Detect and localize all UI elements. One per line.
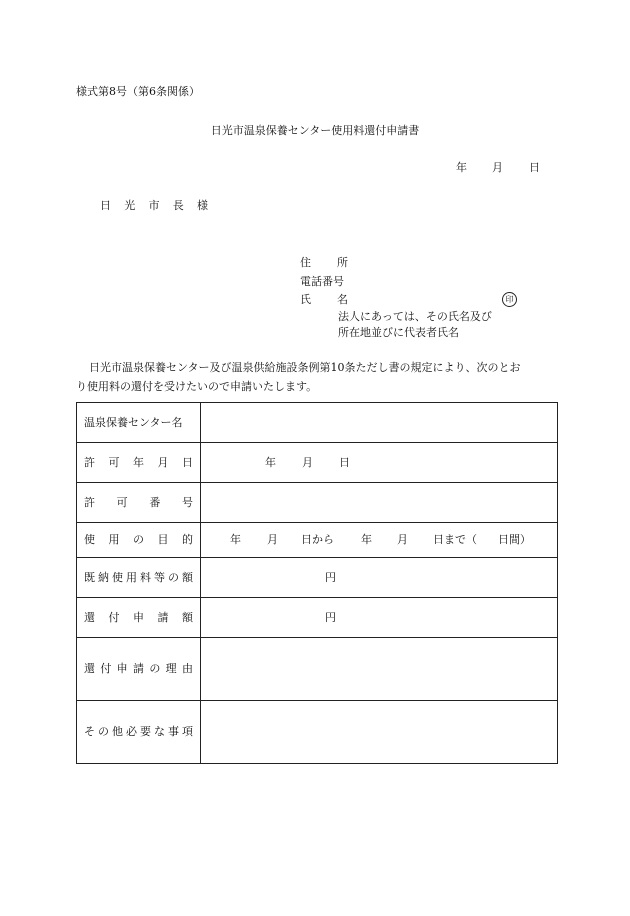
row-permit-date — [77, 443, 558, 483]
document-title: 日光市温泉保養センター使用料還付申請書 — [210, 124, 420, 137]
seal-mark: 印 — [502, 292, 517, 307]
corporate-note-line1: 法人にあっては、その氏名及び — [338, 310, 492, 323]
permit-number-field[interactable] — [201, 483, 558, 523]
refund-reason-field[interactable] — [201, 638, 558, 701]
name-label: 氏 名 — [300, 293, 348, 306]
permit-date-field[interactable]: 年 月 日 — [201, 443, 558, 483]
refund-amount-field[interactable]: 円 — [201, 598, 558, 638]
row-facility-name — [77, 403, 558, 443]
paid-fee-label: 既 納 使 用 料 等 の 額 — [77, 558, 201, 598]
row-refund-reason — [77, 638, 558, 701]
body-text-line2: り使用料の還付を受けたいので申請いたします。 — [76, 380, 318, 393]
date-month: 月 — [492, 161, 503, 174]
refund-amount-label: 還 付 申 請 額 — [77, 598, 201, 638]
application-table — [76, 402, 558, 764]
addressee: 日 光 市 長 様 — [100, 199, 208, 212]
row-usage-purpose — [77, 523, 558, 558]
corporate-note-line2: 所在地並びに代表者氏名 — [338, 326, 459, 339]
date-day: 日 — [529, 161, 540, 174]
other-matters-field[interactable] — [201, 701, 558, 764]
row-other-matters — [77, 701, 558, 764]
refund-reason-label: 還 付 申 請 の 理 由 — [77, 638, 201, 701]
facility-name-label: 温泉保養センター名 — [77, 403, 201, 443]
usage-period-field[interactable]: 年 月 日から 年 月 日まで（ 日間） — [201, 523, 558, 558]
other-matters-label: そ の 他 必 要 な 事 項 — [77, 701, 201, 764]
body-text-line1: 日光市温泉保養センター及び温泉供給施設条例第10条ただし書の規定により、次のとお — [89, 361, 521, 374]
usage-purpose-label: 使 用 の 目 的 — [77, 523, 201, 558]
row-paid-fee — [77, 558, 558, 598]
permit-date-label: 許 可 年 月 日 — [77, 443, 201, 483]
date-year: 年 — [456, 161, 467, 174]
form-number: 様式第8号（第6条関係） — [76, 85, 200, 98]
paid-fee-field[interactable]: 円 — [201, 558, 558, 598]
permit-number-label: 許 可 番 号 — [77, 483, 201, 523]
address-label: 住 所 — [300, 256, 348, 269]
phone-label: 電話番号 — [300, 275, 344, 288]
row-permit-number — [77, 483, 558, 523]
row-refund-amount — [77, 598, 558, 638]
facility-name-field[interactable] — [201, 403, 558, 443]
